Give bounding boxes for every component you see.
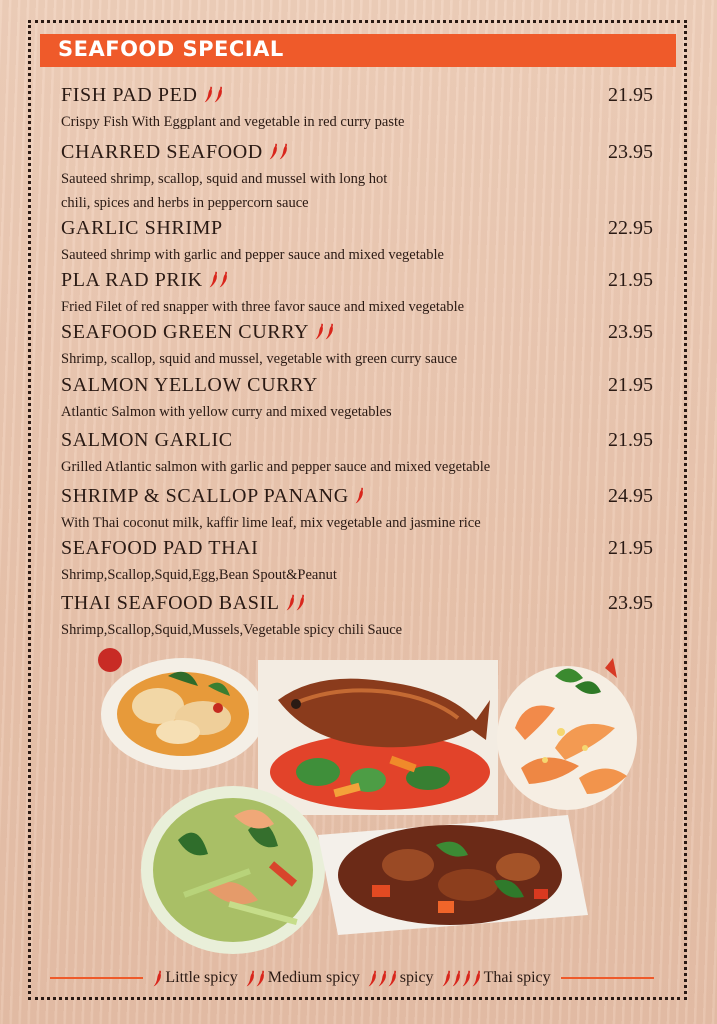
menu-item xyxy=(61,140,655,215)
menu-item-name: PLA RAD PRIK xyxy=(61,269,203,291)
menu-item xyxy=(61,536,655,587)
chili-pepper-icon xyxy=(388,970,397,987)
legend-entry xyxy=(153,969,237,987)
menu-item-price: 22.95 xyxy=(608,217,653,239)
section-banner xyxy=(40,34,676,67)
spice-level-icons xyxy=(269,143,289,160)
legend-label: Little spicy xyxy=(165,969,238,986)
chili-pepper-icon xyxy=(153,970,162,987)
legend-entry xyxy=(442,969,551,987)
chili-pepper-icon xyxy=(442,970,451,987)
legend-label: spicy xyxy=(399,969,434,986)
menu-item xyxy=(61,484,655,535)
menu-item-description: Shrimp,Scallop,Squid,Egg,Bean Spout&Peanut xyxy=(61,567,337,583)
spice-level-icons xyxy=(209,271,229,288)
legend-label: Thai spicy xyxy=(483,969,551,986)
menu-item xyxy=(61,83,655,134)
chili-pepper-icon xyxy=(296,594,305,611)
menu-item-name: FISH PAD PED xyxy=(61,84,198,106)
menu-item-name: SEAFOOD PAD THAI xyxy=(61,537,259,559)
food-photos xyxy=(90,640,650,960)
legend-divider-left xyxy=(50,977,143,979)
menu-item-description: Shrimp, scallop, squid and mussel, vegetable with green curry sauce xyxy=(61,351,458,367)
spice-level-icons xyxy=(442,970,482,987)
chili-pepper-icon xyxy=(286,594,295,611)
legend-entry xyxy=(246,969,360,987)
menu-item-description: With Thai coconut milk, kaffir lime leaf, mix vegetable and jasmine rice xyxy=(61,515,481,531)
chili-pepper-icon xyxy=(279,143,288,160)
menu-item-price: 23.95 xyxy=(608,141,653,163)
menu-item-price: 21.95 xyxy=(608,269,653,291)
photo-curry-dish xyxy=(98,646,268,771)
photo-seafood-basil xyxy=(318,805,588,935)
menu-item-name: SALMON YELLOW CURRY xyxy=(61,374,318,396)
chili-pepper-icon xyxy=(315,323,324,340)
menu-item-price: 21.95 xyxy=(608,374,653,396)
menu-item-description: Sauteed shrimp, scallop, squid and mussel with long hot xyxy=(61,171,388,187)
chili-pepper-icon xyxy=(355,487,364,504)
chili-pepper-icon xyxy=(256,970,265,987)
spice-level-icons xyxy=(204,86,224,103)
chili-pepper-icon xyxy=(325,323,334,340)
spice-level-icons xyxy=(153,970,163,987)
photo-garlic-shrimp xyxy=(495,648,640,813)
spice-level-icons xyxy=(246,970,266,987)
chili-pepper-icon xyxy=(246,970,255,987)
menu-item-description: Crispy Fish With Eggplant and vegetable in red curry paste xyxy=(61,114,405,130)
chili-pepper-icon xyxy=(214,86,223,103)
legend-entry xyxy=(368,969,434,987)
chili-pepper-icon xyxy=(452,970,461,987)
chili-pepper-icon xyxy=(204,86,213,103)
menu-item-description: chili, spices and herbs in peppercorn sauce xyxy=(61,195,309,211)
chili-pepper-icon xyxy=(368,970,377,987)
chili-pepper-icon xyxy=(472,970,481,987)
menu-item-name: THAI SEAFOOD BASIL xyxy=(61,592,280,614)
menu-item-price: 23.95 xyxy=(608,321,653,343)
photo-green-curry xyxy=(138,780,328,955)
chili-pepper-icon xyxy=(219,271,228,288)
menu-item-price: 23.95 xyxy=(608,592,653,614)
chili-pepper-icon xyxy=(378,970,387,987)
menu-item xyxy=(61,373,655,424)
menu-item-description: Shrimp,Scallop,Squid,Mussels,Vegetable spicy chili Sauce xyxy=(61,622,403,638)
menu-item-price: 24.95 xyxy=(608,485,653,507)
spice-legend xyxy=(44,965,660,991)
menu-item xyxy=(61,591,655,642)
spice-level-icons xyxy=(368,970,398,987)
menu-item-name: CHARRED SEAFOOD xyxy=(61,141,263,163)
spice-level-icons xyxy=(355,487,365,504)
spice-level-icons xyxy=(286,594,306,611)
menu-item xyxy=(61,320,655,371)
menu-item-name: SALMON GARLIC xyxy=(61,429,233,451)
legend-entries xyxy=(149,969,554,987)
section-title: SEAFOOD SPECIAL xyxy=(58,37,284,61)
chili-pepper-icon xyxy=(209,271,218,288)
menu-item-description: Sauteed shrimp with garlic and pepper sauce and mixed vegetable xyxy=(61,247,444,263)
menu-item-price: 21.95 xyxy=(608,429,653,451)
menu-item-name: GARLIC SHRIMP xyxy=(61,217,223,239)
menu-item-description: Fried Filet of red snapper with three favor sauce and mixed vegetable xyxy=(61,299,465,315)
spice-level-icons xyxy=(315,323,335,340)
legend-label: Medium spicy xyxy=(267,969,360,986)
menu-item-description: Atlantic Salmon with yellow curry and mixed vegetables xyxy=(61,404,392,420)
menu-item xyxy=(61,428,655,479)
menu-item xyxy=(61,268,655,319)
menu-item-name: SEAFOOD GREEN CURRY xyxy=(61,321,310,343)
chili-pepper-icon xyxy=(462,970,471,987)
menu-item-name: SHRIMP & SCALLOP PANANG xyxy=(61,485,349,507)
legend-divider-right xyxy=(561,977,654,979)
chili-pepper-icon xyxy=(269,143,278,160)
menu-item xyxy=(61,216,655,267)
menu-item-price: 21.95 xyxy=(608,84,653,106)
menu-item-description: Grilled Atlantic salmon with garlic and pepper sauce and mixed vegetable xyxy=(61,459,491,475)
menu-item-price: 21.95 xyxy=(608,537,653,559)
